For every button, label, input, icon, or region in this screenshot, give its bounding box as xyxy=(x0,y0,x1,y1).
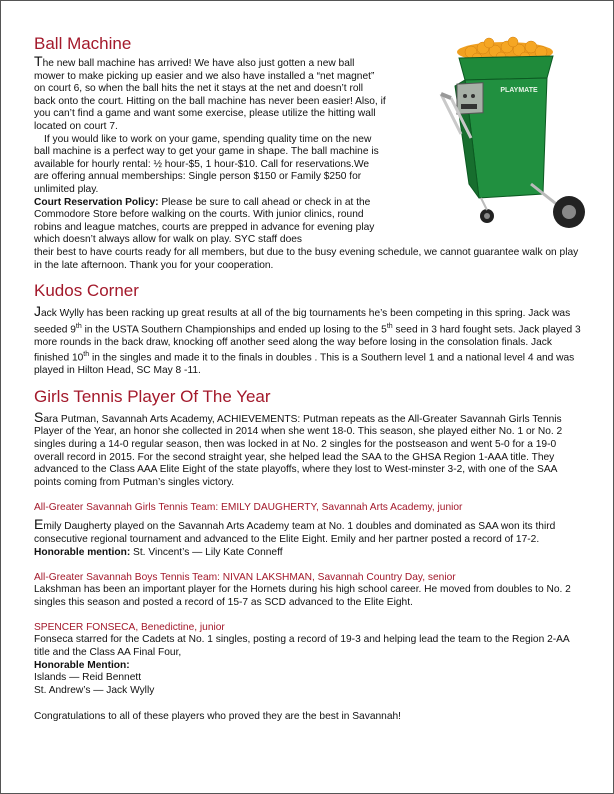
girls-poy-heading: Girls Tennis Player Of The Year xyxy=(34,386,271,406)
emily-subheading: All-Greater Savannah Girls Tennis Team: EMILY DAUGHERTY, Savannah Arts Academy, junior xyxy=(34,502,463,514)
drop-cap: T xyxy=(34,53,43,69)
court-reservation-policy: Court Reservation Policy: Please be sure to call ahead or check in at the Commodore Store before walking on the courts. With junior clinics, round robins and league matches, courts are prepped in advance for evening play which doesn’t always allow for walk on play. SYC staff does xyxy=(34,196,375,246)
emily-paragraph: Emily Daugherty played on the Savannah Arts Academy team at No. 1 doubles and dominated as SAA won its third consecutive regional tournament and advanced to the Elite Eight. Emily and her partner posted a record of 17-2. xyxy=(34,516,556,545)
closing-line: Congratulations to all of these players who proved they are the best in Savannah! xyxy=(34,711,401,723)
ball-machine-heading: Ball Machine xyxy=(34,34,132,53)
spencer-paragraph: Fonseca starred for the Cadets at No. 1 singles, posting a record of 19-3 and helping lead the team to the Region 2-AA title and the Class AA Final Four, xyxy=(34,634,570,658)
kudos-heading: Kudos Corner xyxy=(34,281,139,301)
machine-brand: PLAYMATE xyxy=(500,87,538,94)
spencer-honorable-mention-1: Islands — Reid Bennett xyxy=(34,672,142,684)
nivan-paragraph: Lakshman has been an important player for the Hornets during his high school career. He moved from doubles to No. 2 singles this season and posted a record of 15-7 as SCD advanced to the Elite Eight. xyxy=(34,584,571,608)
kudos-paragraph: Jack Wylly has been racking up great results at all of the big tournaments he’s been competing in this spring. Jack was seeded 9th in the USTA Southern Championships and ended up losing to the 5th seed in 3 hard fought sets. Jack played 3 more rounds in the back draw, knocking off another seed along the way before losing in the consolation finals. Jack finished 10th in the singles and made it to the finals in doubles . This is a Southern level 1 and a national level 4 and was played in Hilton Head, SC May 8 -11. xyxy=(34,303,581,377)
spencer-honorable-mention-label: Honorable Mention: xyxy=(34,659,130,671)
nivan-subheading: All-Greater Savannah Boys Tennis Team: NIVAN LAKSHMAN, Savannah Country Day, senior xyxy=(34,572,456,584)
girls-poy-paragraph: Sara Putman, Savannah Arts Academy, ACHIEVEMENTS: Putman repeats as the All-Greater Savannah Girls Tennis Player of the Year, an honor she collected in 2014 when she went 18-0. This season, she played either No. 1 or No. 2 singles during a 14-0 regular season, then was locked in at No. 2 singles for the postseason and went 5-0 for a 19-0 overall record in 2015. For the second straight year, she helped lead the SAA to the GHSA Region 1-AAA title. They advanced to the Class AAA Elite Eight of the state playoffs, where they lost to West-minster 3-2, with one of the SAA points coming from Putman’s singles victory. xyxy=(34,408,563,488)
emily-honorable-mention: Honorable mention: St. Vincent’s — Lily Kate Conneff xyxy=(34,546,283,558)
ball-machine-paragraph-2: If you would like to work on your game, spending quality time on the new ball machine is a perfect way to get your game in shape. The ball machine is available for hourly rental: ½ hour-$5, 1 hour-$10. Call for reservations.We are offering annual memberships: Single person $150 or Family $250 for unlimited play. xyxy=(34,133,379,195)
court-reservation-policy-continued: their best to have courts ready for all members, but due to the busy evening schedule, we cannot guarantee walk on play in the late afternoon. Thank you for your cooperation. xyxy=(34,246,579,271)
ball-machine-article xyxy=(34,55,386,247)
newsletter-content xyxy=(34,34,586,724)
ball-machine-paragraph-1: The new ball machine has arrived! We have also just gotten a new ball mower to make picking up easier and we also have installed a “net magnet” on court 6, so when the ball hits the net it stays at the net and doesn’t roll back onto the court. Hitting on the ball machine has never been easier! Also, if you can’t find a game and want some exercise, please utilize the hitting wall located on court 7. xyxy=(34,53,386,132)
spencer-subheading: SPENCER FONSECA, Benedictine, junior xyxy=(34,622,225,634)
spencer-honorable-mention-2: St. Andrew’s — Jack Wylly xyxy=(34,684,155,696)
